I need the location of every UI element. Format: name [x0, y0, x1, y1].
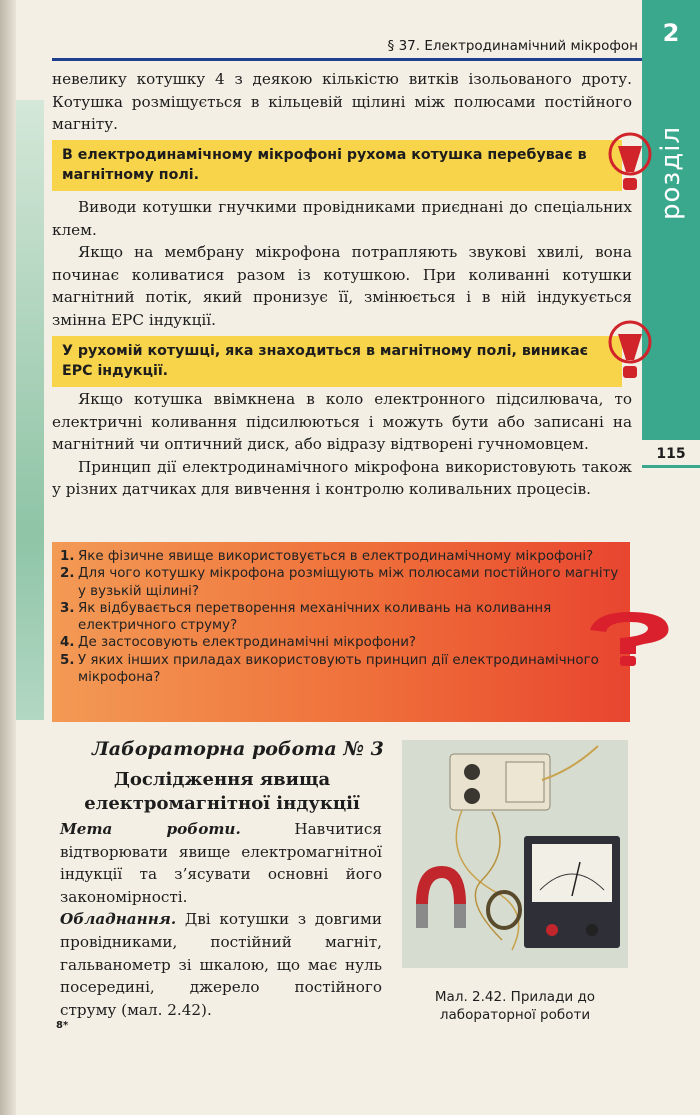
equipment-text: Дві котушки з довгими провідниками, постійний магніт, гальванометр зі шкалою, що має нуль посередині, джерело постійного струму (мал. 2.42). [60, 910, 382, 1019]
chapter-number-tab: 2 [642, 0, 700, 60]
question-item: 1. Яке фізичне явище використовується в електродинамічному мікрофоні? [60, 549, 594, 564]
paragraph: Якщо котушка ввімкнена в коло електронного підсилювача, то електричні коливання підсилюються і можуть бути або записані на магнітний чи оптичний диск, або відразу відтворені гучномовцем. [52, 390, 632, 454]
review-questions [52, 542, 630, 722]
page-edge-shadow [0, 0, 16, 1115]
goal-text: Навчитися відтворювати явище електромагнітної індукції та з’ясувати основні його закономірності. [60, 820, 382, 906]
equipment-label: Обладнання. [60, 910, 177, 929]
lab-equipment [60, 908, 382, 1021]
paragraph-block-low [52, 388, 632, 501]
paragraph: Якщо на мембрану мікрофона потрапляють звукові хвилі, вона починає коливатися разом із котушкою. При коливанні котушки магнітний потік, який пронизує її, змінюється і в ній індукується змінна ЕРС індукції. [52, 243, 632, 329]
question-item: 3. Як відбувається перетворення механічних коливань на коливання електричного струму? [60, 600, 552, 634]
lab-work-title: Лабораторна робота № 3 [92, 738, 384, 760]
section-header: § 37. Електродинамічний мікрофон [387, 38, 638, 54]
paragraph: Виводи котушки гнучкими провідниками приєднані до спеціальних клем. [52, 198, 632, 239]
question-item: 2. Для чого котушку мікрофона розміщують між полюсами постійного магніту у вузькій щілині? [60, 566, 619, 599]
chapter-label-tab [642, 60, 700, 440]
lab-description [60, 818, 382, 1021]
side-color-band [16, 100, 44, 720]
question-item: 4. Де застосовують електродинамічні мікрофони? [60, 635, 417, 651]
question-item: 5. У яких інших приладах використовують принцип дії електродинамічного мікрофона? [60, 652, 599, 686]
key-statement-1: В електродинамічному мікрофоні рухома котушка перебуває в магнітному полі. [52, 140, 622, 191]
paragraph-block-mid [52, 196, 632, 332]
lab-equipment-photo [402, 740, 628, 968]
chapter-label: розділ [656, 125, 686, 220]
signature-mark: 8* [56, 1020, 69, 1031]
paragraph-block-top [52, 68, 632, 136]
lab-goal [60, 818, 382, 908]
question-mark-icon [586, 608, 676, 668]
figure-caption: Мал. 2.42. Прилади до лабораторної роботи [434, 989, 596, 1023]
goal-label: Мета роботи. [60, 820, 241, 838]
paragraph: невелику котушку 4 з деякою кількістю витків ізольованого дроту. Котушка розміщується в кільцевій щілині між полюсами постійного магніту. [52, 70, 632, 134]
header-rule [52, 58, 642, 61]
exclamation-icon [608, 320, 652, 382]
page-number: 115 [642, 440, 700, 468]
paragraph: Принцип дії електродинамічного мікрофона використовують також у різних датчиках для вивчення і контролю коливальних процесів. [52, 457, 632, 499]
key-statement-2: У рухомій котушці, яка знаходиться в магнітному полі, виникає ЕРС індукції. [52, 336, 622, 387]
lab-work-subtitle: Дослідження явища електромагнітної індукції [84, 769, 360, 814]
exclamation-icon [608, 132, 652, 194]
